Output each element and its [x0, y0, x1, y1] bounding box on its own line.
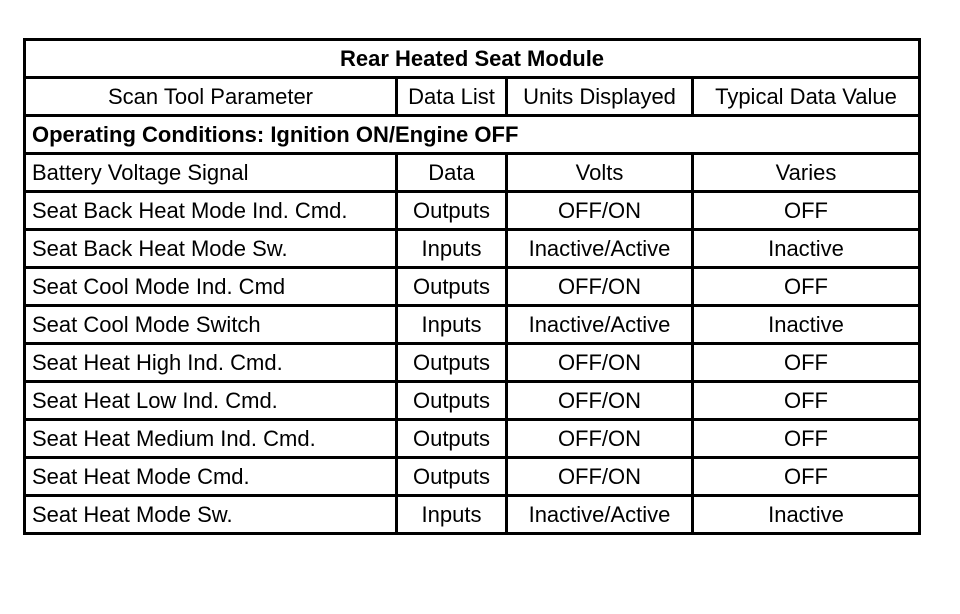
table-title: Rear Heated Seat Module [25, 40, 920, 78]
typical-value-cell: OFF [693, 420, 920, 458]
typical-value-cell: Inactive [693, 230, 920, 268]
parameter-cell: Seat Back Heat Mode Ind. Cmd. [25, 192, 397, 230]
units-cell: OFF/ON [507, 344, 693, 382]
table-title-row [25, 40, 920, 78]
table-row [25, 192, 920, 230]
data-list-cell: Data [397, 154, 507, 192]
table-row [25, 420, 920, 458]
data-list-cell: Outputs [397, 420, 507, 458]
table-row [25, 268, 920, 306]
operating-conditions-row [25, 116, 920, 154]
table-row [25, 382, 920, 420]
table-header-row [25, 78, 920, 116]
units-cell: Inactive/Active [507, 496, 693, 534]
document-sheet [23, 38, 918, 535]
data-list-cell: Inputs [397, 306, 507, 344]
typical-value-cell: OFF [693, 192, 920, 230]
table-row [25, 230, 920, 268]
data-list-cell: Outputs [397, 344, 507, 382]
parameter-cell: Seat Back Heat Mode Sw. [25, 230, 397, 268]
units-cell: Inactive/Active [507, 230, 693, 268]
header-data-list: Data List [397, 78, 507, 116]
units-cell: OFF/ON [507, 268, 693, 306]
table-row [25, 154, 920, 192]
data-list-cell: Outputs [397, 458, 507, 496]
data-list-cell: Inputs [397, 496, 507, 534]
data-list-cell: Outputs [397, 268, 507, 306]
typical-value-cell: OFF [693, 268, 920, 306]
header-typical-data-value: Typical Data Value [693, 78, 920, 116]
data-list-cell: Inputs [397, 230, 507, 268]
parameter-cell: Seat Cool Mode Switch [25, 306, 397, 344]
parameter-cell: Seat Heat Mode Sw. [25, 496, 397, 534]
header-units-displayed: Units Displayed [507, 78, 693, 116]
parameter-cell: Seat Heat Mode Cmd. [25, 458, 397, 496]
parameter-cell: Seat Heat Medium Ind. Cmd. [25, 420, 397, 458]
parameter-cell: Battery Voltage Signal [25, 154, 397, 192]
table-row [25, 344, 920, 382]
typical-value-cell: Inactive [693, 306, 920, 344]
units-cell: Inactive/Active [507, 306, 693, 344]
typical-value-cell: OFF [693, 458, 920, 496]
typical-value-cell: Inactive [693, 496, 920, 534]
parameter-cell: Seat Cool Mode Ind. Cmd [25, 268, 397, 306]
typical-value-cell: Varies [693, 154, 920, 192]
data-list-cell: Outputs [397, 192, 507, 230]
table-body [25, 154, 920, 534]
units-cell: OFF/ON [507, 382, 693, 420]
parameter-cell: Seat Heat High Ind. Cmd. [25, 344, 397, 382]
header-scan-tool-parameter: Scan Tool Parameter [25, 78, 397, 116]
units-cell: OFF/ON [507, 192, 693, 230]
units-cell: Volts [507, 154, 693, 192]
scan-tool-data-table [23, 38, 921, 535]
data-list-cell: Outputs [397, 382, 507, 420]
units-cell: OFF/ON [507, 420, 693, 458]
typical-value-cell: OFF [693, 344, 920, 382]
parameter-cell: Seat Heat Low Ind. Cmd. [25, 382, 397, 420]
units-cell: OFF/ON [507, 458, 693, 496]
table-row [25, 496, 920, 534]
typical-value-cell: OFF [693, 382, 920, 420]
table-row [25, 458, 920, 496]
operating-conditions: Operating Conditions: Ignition ON/Engine OFF [25, 116, 920, 154]
table-row [25, 306, 920, 344]
